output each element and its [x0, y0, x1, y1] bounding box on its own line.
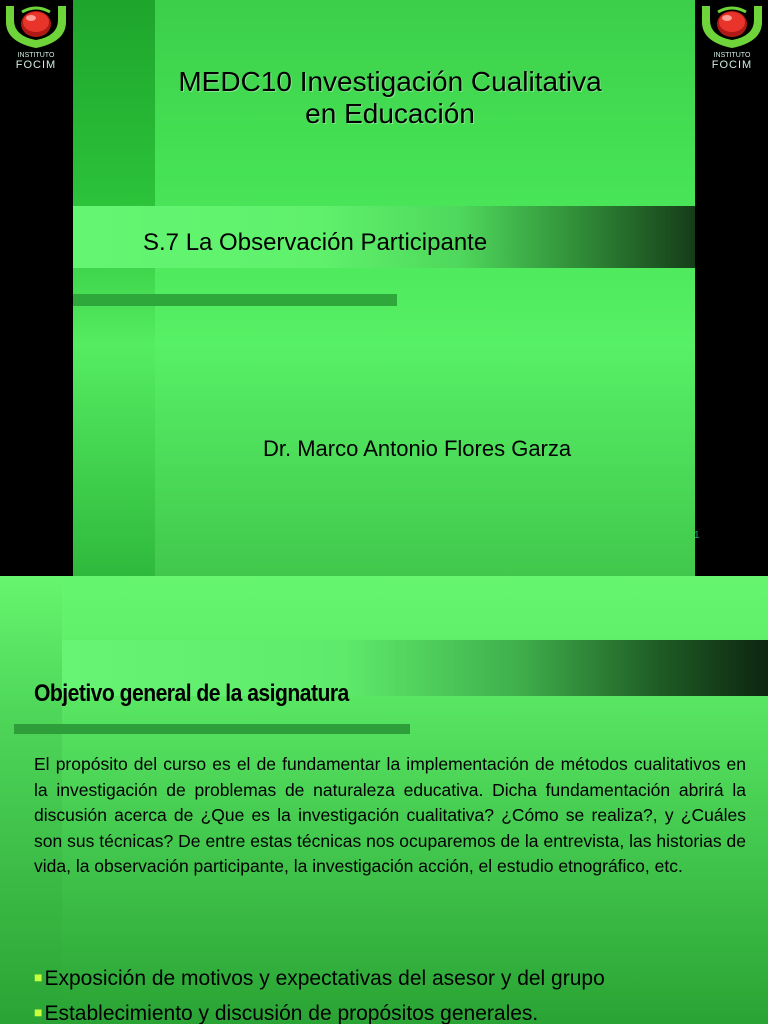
bullet-text: Exposición de motivos y expectativas del asesor y del grupo: [44, 967, 605, 990]
slide-subtitle: S.7 La Observación Participante: [143, 229, 488, 256]
title-line-1: MEDC10 Investigación Cualitativa: [178, 66, 602, 97]
divider-line: [73, 294, 397, 306]
logo-text-top: INSTITUTO: [17, 52, 55, 59]
body-paragraph: El propósito del curso es el de fundamentar la implementación de métodos cualitativos en la investigación de problemas de naturaleza educativa. Dicha fundamentación abrirá la discusión acerca de ¿Que es la investigación cualitativa? ¿Cómo se realiza?, y ¿Cuáles son sus técnicas? De entre estas técnicas nos ocuparemos de la entrevista, las historias de vida, la observación participante, la investigación acción, el estudio etnográfico, etc.: [34, 754, 746, 876]
logo-text-bottom: FOCIM: [15, 59, 57, 71]
bullet-text: Establecimiento y discusión de propósitos generales.: [44, 1002, 539, 1024]
author-name: Dr. Marco Antonio Flores Garza: [263, 436, 572, 461]
list-item: [34, 997, 605, 1024]
section-heading: Objetivo general de la asignatura: [34, 680, 349, 707]
bullet-icon: ■: [34, 969, 43, 985]
logo-text-bottom: FOCIM: [711, 59, 753, 71]
title-line-2: en Educación: [305, 98, 475, 129]
slide-title: [73, 66, 707, 130]
focim-logo-right: [696, 2, 768, 72]
bullet-list: [34, 962, 605, 1024]
bullet-icon: ■: [34, 1004, 43, 1020]
page-number: 1: [694, 530, 700, 541]
focim-logo-left: [0, 2, 72, 72]
objective-slide: [0, 576, 768, 1024]
divider-line: [14, 724, 410, 734]
list-item: [34, 962, 605, 997]
logo-text-top: INSTITUTO: [713, 52, 751, 59]
